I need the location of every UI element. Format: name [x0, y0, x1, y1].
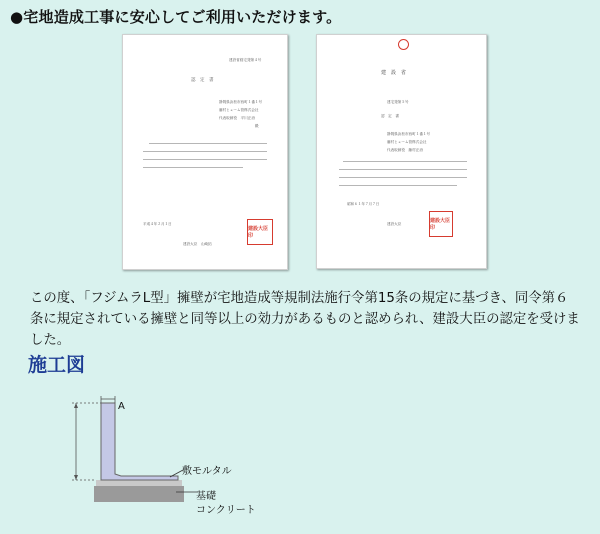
arrow-up-icon	[74, 403, 78, 408]
l-shaped-retaining-wall	[101, 403, 178, 480]
doc2-address-3: 代表取締役 藤村正治	[387, 148, 423, 152]
doc1-address-4: 殿	[255, 124, 259, 128]
doc1-address-2: 藤村ヒューム管株式会社	[219, 108, 259, 112]
label-foundation: 基礎	[196, 491, 216, 502]
doc2-red-seal: 建設大臣印	[429, 211, 453, 237]
doc1-red-seal: 建設大臣印	[247, 219, 273, 245]
doc2-address-2: 藤村ヒューム管株式会社	[387, 140, 427, 144]
label-concrete: コンクリート	[196, 505, 256, 516]
doc2-title: 認 定 書	[381, 114, 399, 118]
doc1-title: 認 定 書	[191, 78, 214, 83]
doc2-date: 昭和６１年７月７日	[347, 202, 380, 206]
doc1-address-1: 静岡県浜松市西町１番１号	[219, 100, 263, 104]
doc2-header: 建 設 省	[381, 70, 407, 76]
doc2-number: 建宅発第５号	[387, 100, 409, 104]
mortar-layer	[96, 480, 182, 486]
doc2-issuer: 建設大臣	[387, 222, 402, 226]
doc1-date: 平成４年２月１日	[143, 222, 172, 226]
section-title: 施工図	[28, 354, 86, 376]
description-text: この度、「フジムラL型」擁壁が宅地造成等規制法施行令第15条の規定に基づき、同令第６条に規定されている擁壁と同等以上の効力があるものと認められ、建設大臣の認定を受けました。	[30, 291, 580, 348]
doc1-issuer: 建設大臣 山崎拓	[183, 242, 212, 246]
foundation-concrete	[94, 486, 184, 502]
doc1-address-3: 代表取締役 平川正治	[219, 116, 255, 120]
doc1-number: 建設省経宅発第４号	[229, 58, 262, 62]
label-a: A	[118, 401, 125, 412]
arrow-down-icon	[74, 475, 78, 480]
page-heading: ●宅地造成工事に安心してご利用いただけます。	[10, 8, 342, 26]
doc2-address-1: 静岡県浜松市西町１番１号	[387, 132, 431, 136]
label-mortar: 敷モルタル	[182, 466, 232, 477]
